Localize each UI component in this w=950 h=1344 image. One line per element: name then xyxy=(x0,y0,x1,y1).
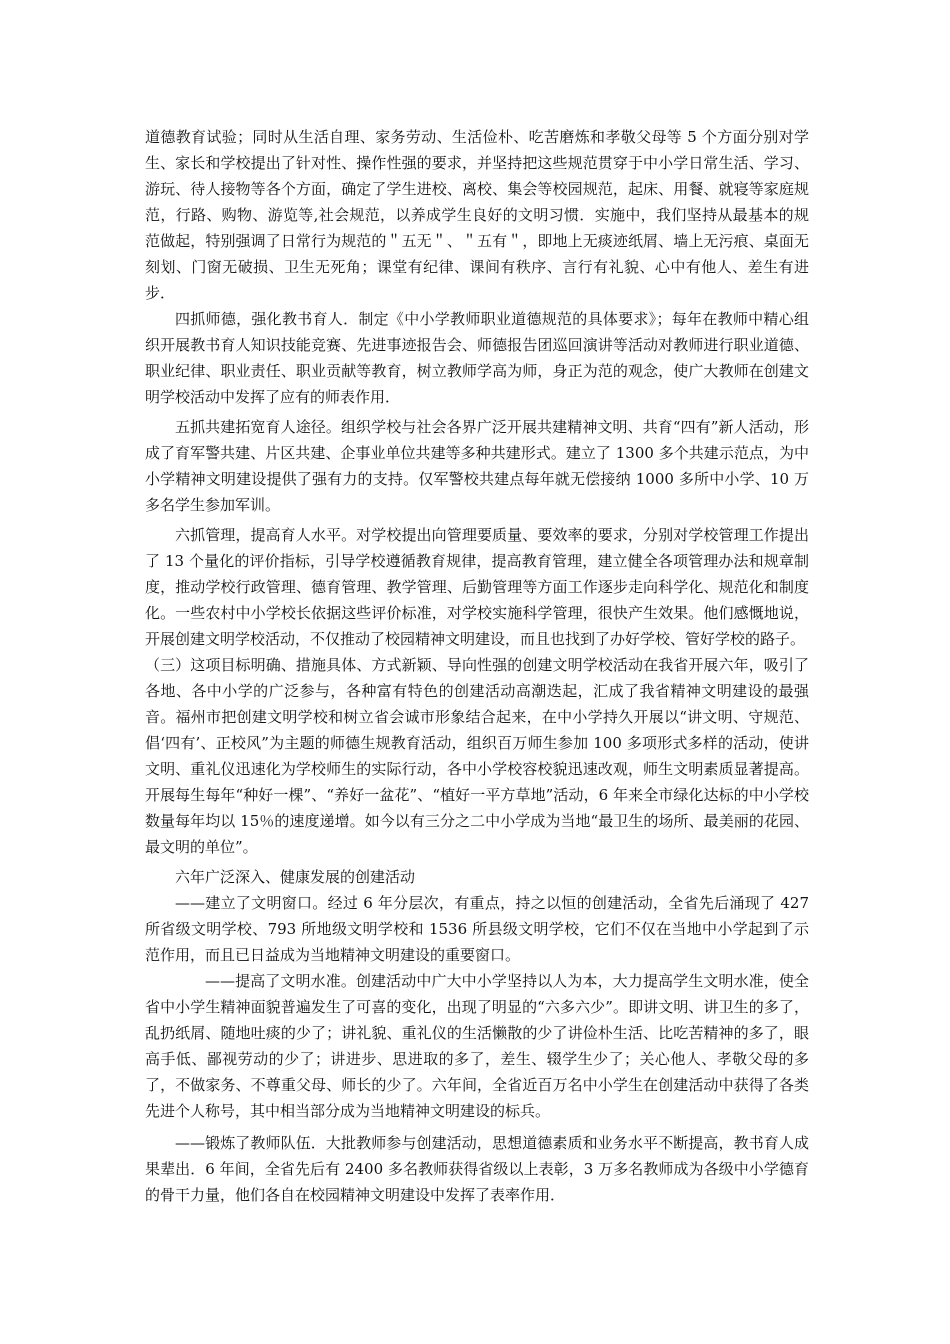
paragraph-moral-education: 道德教育试验；同时从生活自理、家务劳动、生活俭朴、吃苦磨炼和孝敬父母等 5 个方面分别对学生、家长和学校提出了针对性、操作性强的要求，并坚持把这些规范贯穿于中小学日常生活、学习、游玩、待人接物等各个方面，确定了学生进校、离校、集会等校园规范，起床、用餐、就寝等家庭规范，行路、购物、游览等,社会规范，以养成学生良好的文明习惯．实施中，我们坚持从最基本的规范做起，特别强调了日常行为规范的＂五无＂、＂五有＂，即地上无痰迹纸屑、墙上无污痕、桌面无刻划、门窗无破损、卫生无死角；课堂有纪律、课间有秩序、言行有礼貌、心中有他人、差生有进步． xyxy=(145,128,809,302)
paragraph-management: 六抓管理，提高育人水平。对学校提出向管理要质量、要效率的要求，分别对学校管理工作提出了 13 个量化的评价指标，引导学校遵循教育规律，提高教育管理，建立健全各项管理办法和规章制度，推动学校行政管理、德育管理、教学管理、后勤管理等方面工作逐步走向科学化、规范化和制度化。一些农村中小学校长依据这些评价标准，对学校实施科学管理，很快产生效果。他们感慨地说，开展创建文明学校活动，不仅推动了校园精神文明建设，而且也找到了办好学校、管好学校的路子。 xyxy=(145,526,809,648)
paragraph-joint-construction: 五抓共建拓宽育人途径。组织学校与社会各界广泛开展共建精神文明、共育“四有”新人活动，形成了育军警共建、片区共建、企事业单位共建等多种共建形式。建立了 1300 多个共建示范点，为中小学精神文明建设提供了强有力的支持。仅军警校共建点每年就无偿接纳 1000 多所中小学、10 万多名学生参加军训。 xyxy=(145,418,809,514)
paragraph-subheading: 六年广泛深入、健康发展的创建活动 xyxy=(175,868,416,886)
paragraph-civilization-level: ——提高了文明水准。创建活动中广大中小学坚持以人为本，大力提高学生文明水准，使全省中小学生精神面貌普遍发生了可喜的变化，出现了明显的“六多六少”。即讲文明、讲卫生的多了，乱扔纸屑、随地吐痰的少了；讲礼貌、重礼仪的生活懒散的少了讲俭朴生活、比吃苦精神的多了，眼高手低、鄙视劳动的少了；讲进步、思进取的多了，差生、辍学生少了；关心他人、孝敬父母的多了，不做家务、不尊重父母、师长的少了。六年间，全省近百万名中小学生在创建活动中获得了各类先进个人称号，其中相当部分成为当地精神文明建设的标兵。 xyxy=(145,972,809,1120)
paragraph-teacher-ethics: 四抓师德，强化教书育人．制定《中小学教师职业道德规范的具体要求》；每年在教师中精心组织开展教书育人知识技能竞赛、先进事迹报告会、师德报告团巡回演讲等活动对教师进行职业道德、职业纪律、职业责任、职业贡献等教育，树立教师学高为师，身正为范的观念，使广大教师在创建文明学校活动中发挥了应有的师表作用． xyxy=(145,310,809,406)
paragraph-section-three: （三）这项目标明确、措施具体、方式新颖、导向性强的创建文明学校活动在我省开展六年，吸引了各地、各中小学的广泛参与，各种富有特色的创建活动高潮迭起，汇成了我省精神文明建设的最强音。福州市把创建文明学校和树立省会诚市形象结合起来，在中小学持久开展以“讲文明、守规范、倡‘四有’、正校风”为主题的师德生规教育活动，组织百万师生参加 100 多项形式多样的活动，使讲文明、重礼仪迅速化为学校师生的实际行动，各中小学校容校貌迅速改观，师生文明素质显著提高。开展每生每年“种好一棵”、“养好一盆花”、“植好一平方草地”活动，6 年来全市绿化达标的中小学校数量每年均以 15％的速度递增。如今以有三分之二中小学成为当地“最卫生的场所、最美丽的花园、最文明的单位”。 xyxy=(145,656,809,856)
paragraph-teacher-team: ——锻炼了教师队伍．大批教师参与创建活动，思想道德素质和业务水平不断提高，教书育人成果辈出．6 年间，全省先后有 2400 多名教师获得省级以上表彰，3 万多名教师成为各级中小学德育的骨干力量，他们各自在校园精神文明建设中发挥了表率作用． xyxy=(145,1134,809,1204)
document-body xyxy=(145,124,809,1208)
paragraph-civilized-window: ——建立了文明窗口。经过 6 年分层次，有重点，持之以恒的创建活动，全省先后涌现了 427 所省级文明学校、793 所地级文明学校和 1536 所县级文明学校，它们不仅在当地中小学起到了示范作用，而且已日益成为当地精神文明建设的重要窗口。 xyxy=(145,894,809,964)
